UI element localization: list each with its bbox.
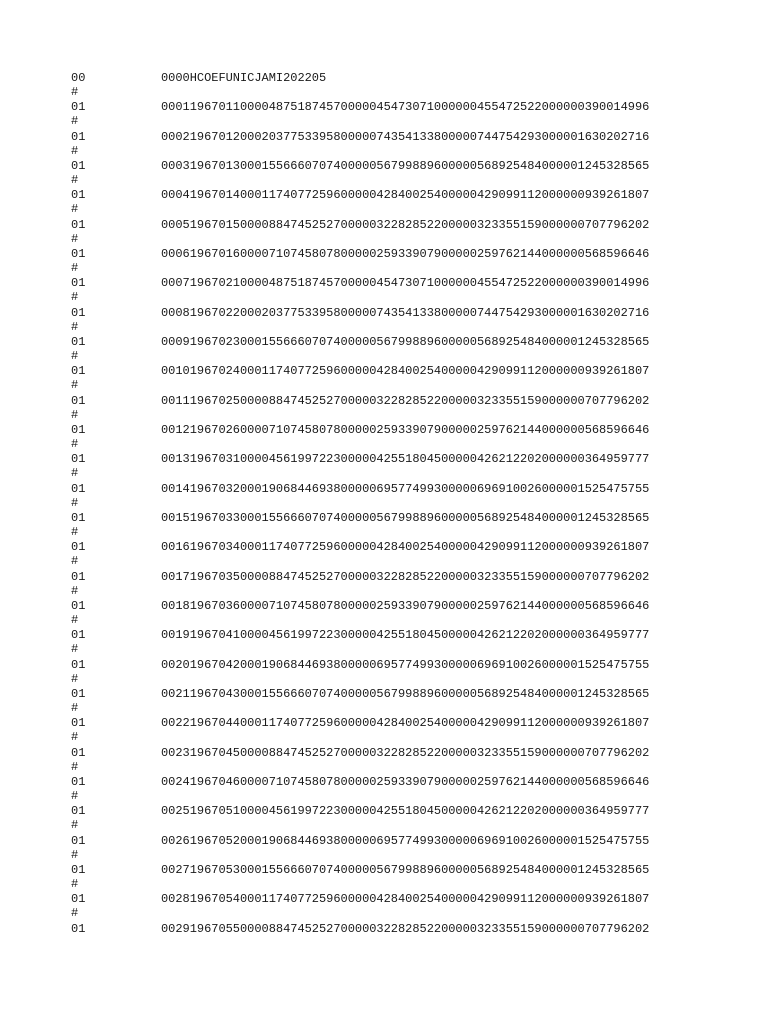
- record-type-code: 01: [71, 246, 86, 261]
- record-type-code: 01: [71, 188, 86, 203]
- record-row: [71, 364, 691, 393]
- record-row: [71, 540, 691, 569]
- record-row: [71, 716, 691, 745]
- record-row: [71, 394, 691, 423]
- record-type-code: 00: [71, 71, 86, 85]
- record-row: [71, 775, 691, 804]
- record-data-field: 00201967042000190684469380000069577499300000696910026000001525475755: [161, 657, 650, 672]
- record-separator: #: [71, 759, 79, 774]
- record-row: [71, 658, 691, 687]
- record-data-field: 00131967031000045619972230000042551804500000426212202000000364959777: [161, 452, 650, 467]
- record-type-code: 01: [71, 569, 86, 584]
- record-separator: #: [71, 143, 79, 158]
- record-row: [71, 306, 691, 335]
- record-separator: #: [71, 407, 79, 422]
- record-row: [71, 100, 691, 129]
- record-separator: #: [71, 319, 79, 334]
- record-type-code: 01: [71, 804, 86, 819]
- record-type-code: 01: [71, 921, 86, 936]
- record-data-field: 00101967024000117407725960000042840025400000429099112000000939261807: [161, 364, 650, 379]
- record-row: [71, 71, 691, 100]
- record-type-code: 01: [71, 452, 86, 467]
- record-separator: #: [71, 436, 79, 451]
- record-data-field: 00041967014000117407725960000042840025400000429099112000000939261807: [161, 188, 650, 203]
- record-type-code: 01: [71, 481, 86, 496]
- record-row: [71, 746, 691, 775]
- record-separator: #: [71, 612, 79, 627]
- record-row: [71, 922, 691, 951]
- record-row: [71, 834, 691, 863]
- record-data-field: 00211967043000155666070740000056799889600000568925484000001245328565: [161, 686, 650, 701]
- record-data-field: 00191967041000045619972230000042551804500000426212202000000364959777: [161, 628, 650, 643]
- record-type-code: 01: [71, 158, 86, 173]
- record-row: [71, 423, 691, 452]
- record-type-code: 01: [71, 540, 86, 555]
- record-separator: #: [71, 788, 79, 803]
- record-data-field: 00151967033000155666070740000056799889600000568925484000001245328565: [161, 510, 650, 525]
- record-data-field: 00231967045000088474525270000032282852200000323355159000000707796202: [161, 745, 650, 760]
- record-separator: #: [71, 554, 79, 569]
- record-data-field: 00121967026000071074580780000025933907900000259762144000000568596646: [161, 422, 650, 437]
- record-row: [71, 599, 691, 628]
- record-row: [71, 687, 691, 716]
- record-type-code: 01: [71, 129, 86, 144]
- record-type-code: 01: [71, 217, 86, 232]
- record-separator: #: [71, 85, 79, 99]
- record-type-code: 01: [71, 276, 86, 291]
- record-data-field: 00141967032000190684469380000069577499300000696910026000001525475755: [161, 481, 650, 496]
- record-row: [71, 892, 691, 921]
- record-separator: #: [71, 524, 79, 539]
- record-data-field: 00251967051000045619972230000042551804500000426212202000000364959777: [161, 804, 650, 819]
- record-type-code: 01: [71, 774, 86, 789]
- record-separator: #: [71, 730, 79, 745]
- record-data-field: 00181967036000071074580780000025933907900000259762144000000568596646: [161, 598, 650, 613]
- record-separator: #: [71, 290, 79, 305]
- record-separator: #: [71, 671, 79, 686]
- record-type-code: 01: [71, 833, 86, 848]
- record-separator: #: [71, 700, 79, 715]
- record-data-field: 00051967015000088474525270000032282852200000323355159000000707796202: [161, 217, 650, 232]
- record-row: [71, 159, 691, 188]
- record-separator: #: [71, 818, 79, 833]
- record-type-code: 01: [71, 334, 86, 349]
- record-type-code: 01: [71, 422, 86, 437]
- record-separator: #: [71, 906, 79, 921]
- record-separator: #: [71, 847, 79, 862]
- record-row: [71, 570, 691, 599]
- record-data-field: 00161967034000117407725960000042840025400000429099112000000939261807: [161, 540, 650, 555]
- record-separator: #: [71, 260, 79, 275]
- record-separator: #: [71, 642, 79, 657]
- record-row: [71, 628, 691, 657]
- record-data-field: 00241967046000071074580780000025933907900000259762144000000568596646: [161, 774, 650, 789]
- record-type-code: 01: [71, 510, 86, 525]
- record-type-code: 01: [71, 100, 86, 115]
- record-data-field: 00271967053000155666070740000056799889600000568925484000001245328565: [161, 862, 650, 877]
- record-separator: #: [71, 583, 79, 598]
- record-data-field: 00111967025000088474525270000032282852200000323355159000000707796202: [161, 393, 650, 408]
- record-data-field: 00261967052000190684469380000069577499300000696910026000001525475755: [161, 833, 650, 848]
- record-row: [71, 276, 691, 305]
- record-data-field: 00071967021000048751874570000045473071000000455472522000000390014996: [161, 276, 650, 291]
- record-separator: #: [71, 495, 79, 510]
- record-separator: #: [71, 231, 79, 246]
- record-data-field: 00171967035000088474525270000032282852200000323355159000000707796202: [161, 569, 650, 584]
- record-row: [71, 804, 691, 833]
- record-row: [71, 863, 691, 892]
- record-data-field: 00011967011000048751874570000045473071000000455472522000000390014996: [161, 100, 650, 115]
- record-row: [71, 482, 691, 511]
- record-row: [71, 247, 691, 276]
- record-data-field: 00091967023000155666070740000056799889600000568925484000001245328565: [161, 334, 650, 349]
- record-separator: #: [71, 114, 79, 129]
- fixed-width-record-document: [71, 71, 691, 951]
- record-type-code: 01: [71, 862, 86, 877]
- record-separator: #: [71, 876, 79, 891]
- record-row: [71, 188, 691, 217]
- record-type-code: 01: [71, 305, 86, 320]
- record-data-field: 00061967016000071074580780000025933907900000259762144000000568596646: [161, 246, 650, 261]
- record-data-field: 00021967012000203775339580000074354133800000744754293000001630202716: [161, 129, 650, 144]
- record-data-field: 00291967055000088474525270000032282852200000323355159000000707796202: [161, 921, 650, 936]
- record-data-field: 00081967022000203775339580000074354133800000744754293000001630202716: [161, 305, 650, 320]
- record-type-code: 01: [71, 892, 86, 907]
- record-row: [71, 452, 691, 481]
- record-separator: #: [71, 348, 79, 363]
- record-row: [71, 511, 691, 540]
- record-type-code: 01: [71, 628, 86, 643]
- record-separator: #: [71, 202, 79, 217]
- record-row: [71, 130, 691, 159]
- record-row: [71, 335, 691, 364]
- record-data-field: 00221967044000117407725960000042840025400000429099112000000939261807: [161, 716, 650, 731]
- record-type-code: 01: [71, 393, 86, 408]
- record-type-code: 01: [71, 364, 86, 379]
- record-separator: #: [71, 172, 79, 187]
- record-type-code: 01: [71, 598, 86, 613]
- record-data-field: 00031967013000155666070740000056799889600000568925484000001245328565: [161, 158, 650, 173]
- record-type-code: 01: [71, 745, 86, 760]
- record-type-code: 01: [71, 686, 86, 701]
- record-separator: #: [71, 466, 79, 481]
- record-type-code: 01: [71, 657, 86, 672]
- record-row: [71, 218, 691, 247]
- record-type-code: 01: [71, 716, 86, 731]
- record-data-field: 0000HCOEFUNICJAMI202205: [161, 71, 327, 85]
- record-separator: #: [71, 378, 79, 393]
- record-data-field: 00281967054000117407725960000042840025400000429099112000000939261807: [161, 892, 650, 907]
